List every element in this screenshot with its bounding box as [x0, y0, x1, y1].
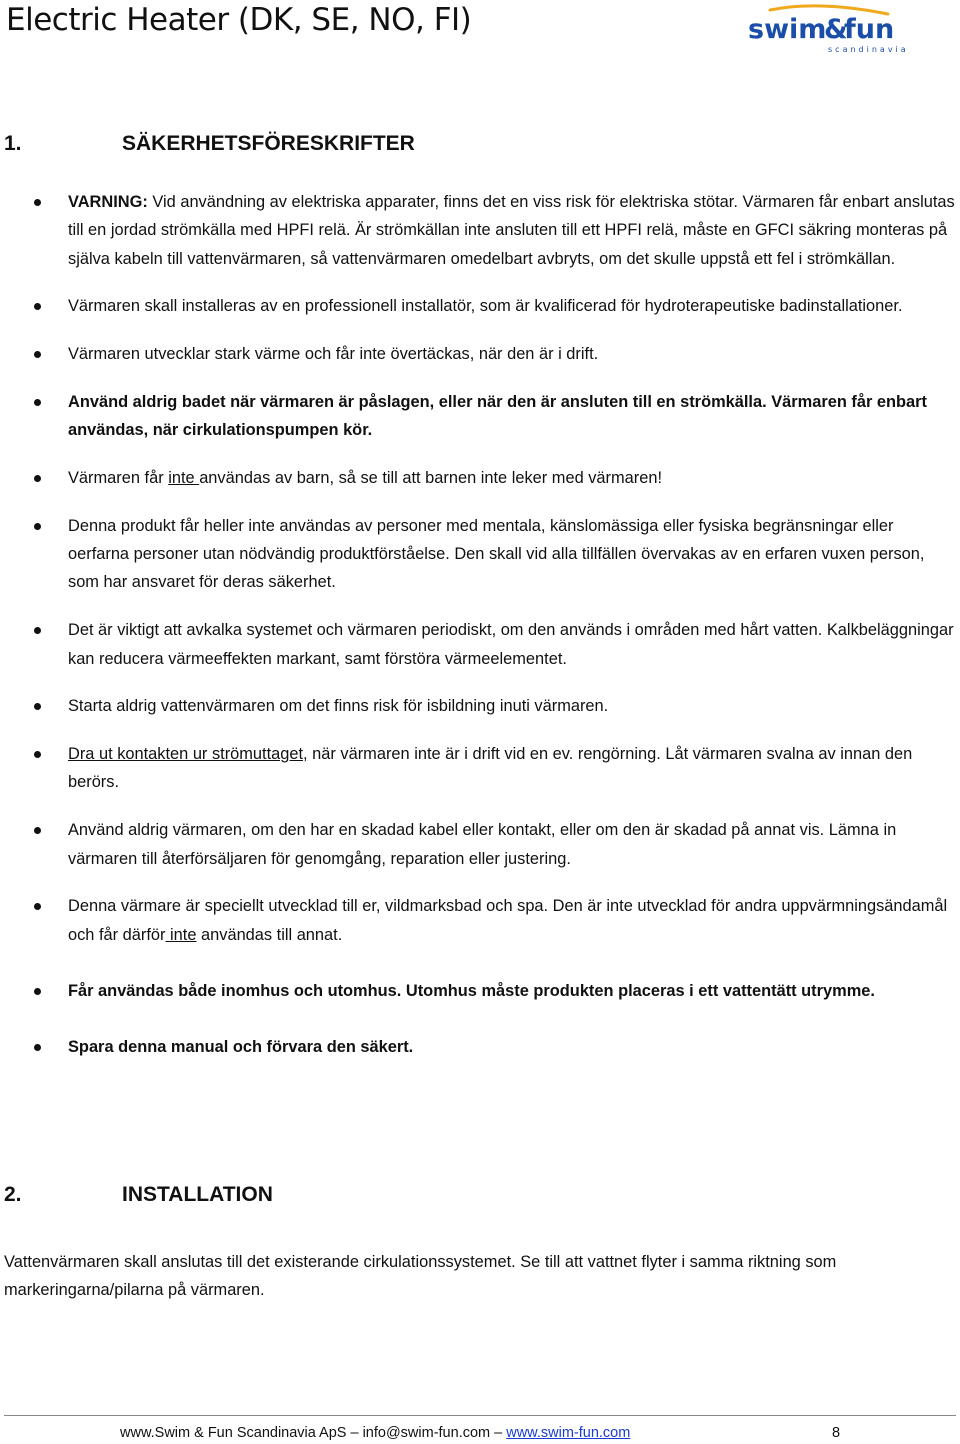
installation-paragraph: Vattenvärmaren skall anslutas till det existerande cirkulationssystemet. Se till att vattnet flyter i samma riktning som markeringarna/pilarna på värmaren. [4, 1253, 837, 1300]
bullet-icon [34, 523, 41, 530]
section-heading-1 [4, 130, 415, 158]
list-item-text: Vid användning av elektriska apparater, finns det en viss risk för elektriska stötar. Värmaren får enbart anslutas till en jordad strömkälla med HPFI relä. Är strömkällan inte ansluten till ett HPFI relä, måste en GFCI säkring monteras på själva kabeln till vattenvärmaren, så vattenvärmaren omedelbart avbryts, om det skulle uppstå ett fel i strömkällan. [68, 193, 955, 268]
bullet-icon [34, 827, 41, 834]
list-item-text: Dra ut kontakten ur strömuttaget, [68, 745, 308, 764]
safety-list [0, 188, 960, 1081]
list-item-text: Starta aldrig vattenvärmaren om det finns risk för isbildning inuti värmaren. [68, 697, 609, 716]
footer-text: www.Swim & Fun Scandinavia ApS – info@swim-fun.com – [120, 1425, 507, 1441]
svg-text:swim: swim [748, 14, 827, 45]
list-item-text: Det är viktigt att avkalka systemet och värmaren periodiskt, om den används i områden med hårt vatten. Kalkbeläggningar kan reducera värmeeffekten markant, samt förstöra värmeelementet. [68, 621, 954, 668]
bullet-icon [34, 399, 41, 406]
document-title: Electric Heater (DK, SE, NO, FI) [6, 2, 472, 38]
bullet-icon [34, 751, 41, 758]
list-item [0, 692, 960, 720]
svg-text:&: & [824, 14, 848, 45]
list-item-text: när värmaren inte är i drift vid en ev. rengörning. Låt värmaren svalna av innan den berörs. [68, 745, 913, 792]
list-item [0, 388, 960, 445]
brand-logo [748, 4, 908, 56]
list-item-text: Använd aldrig värmaren, om den har en skadad kabel eller kontakt, eller om den är skadad på annat vis. Lämna in värmaren till återförsäljaren för genomgång, reparation eller justering. [68, 821, 897, 868]
list-item-text: Använd aldrig badet när värmaren är påslagen, eller när den är ansluten till en strömkälla. Värmaren får enbart användas, när cirkulationspumpen kör. [68, 392, 927, 440]
list-item [0, 740, 960, 797]
section-number: 1. [4, 132, 22, 155]
list-item [0, 340, 960, 368]
list-item [0, 464, 960, 492]
svg-text:scandinavia: scandinavia [828, 45, 908, 54]
list-item-text: VARNING: [68, 193, 148, 211]
list-item-text: användas av barn, så se till att barnen inte leker med värmaren! [199, 469, 663, 488]
list-item [0, 512, 960, 597]
bullet-icon [34, 303, 41, 310]
bullet-icon [34, 627, 41, 634]
page-number: 8 [832, 1425, 841, 1441]
section-title: SÄKERHETSFÖRESKRIFTER [122, 132, 415, 155]
svg-text:fun: fun [844, 14, 895, 45]
bullet-icon [34, 199, 41, 206]
footer [120, 1422, 841, 1444]
list-item-text: Värmaren får [68, 469, 169, 488]
list-item [0, 616, 960, 673]
list-item-text: Spara denna manual och förvara den säkert. [68, 1038, 414, 1057]
bullet-icon [34, 351, 41, 358]
list-item [0, 816, 960, 873]
list-item-text: Får användas både inomhus och utomhus. Utomhus måste produkten placeras i ett vattentätt utrymme. [68, 981, 875, 1000]
footer-website-link[interactable]: www.swim-fun.com [506, 1425, 631, 1441]
list-item [0, 188, 960, 273]
bullet-icon [34, 903, 41, 910]
section-heading-2 [4, 1181, 273, 1209]
list-item [0, 977, 960, 1005]
list-item-text: inte [168, 469, 200, 488]
section-number: 2. [4, 1183, 22, 1206]
bullet-icon [34, 988, 41, 995]
bullet-icon [34, 703, 41, 710]
list-item [0, 892, 960, 949]
footer-divider [4, 1415, 956, 1416]
bullet-icon [34, 1044, 41, 1051]
list-item-text: Denna värmare är speciellt utvecklad till er, vildmarksbad och spa. Den är inte utvecklad för andra uppvärmningsändamål och får därför [68, 897, 948, 944]
list-item-text: inte [165, 925, 197, 944]
list-item-text: Värmaren skall installeras av en professionell installatör, som är kvalificerad för hydroterapeutiske badinstallationer. [68, 297, 903, 316]
list-item [0, 292, 960, 320]
section-title: INSTALLATION [122, 1183, 273, 1206]
list-item-text: Denna produkt får heller inte användas av personer med mentala, känslomässiga eller fysiska begränsningar eller oerfarna personer utan nödvändig produktförståelse. Den skall vid alla tillfällen övervakas av en erfaren vuxen person, som har ansvaret för deras säkerhet. [68, 516, 925, 592]
list-item-text: Värmaren utvecklar stark värme och får inte övertäckas, när den är i drift. [68, 345, 599, 364]
list-item [0, 1033, 960, 1061]
list-item-text: användas till annat. [196, 925, 343, 944]
bullet-icon [34, 475, 41, 482]
